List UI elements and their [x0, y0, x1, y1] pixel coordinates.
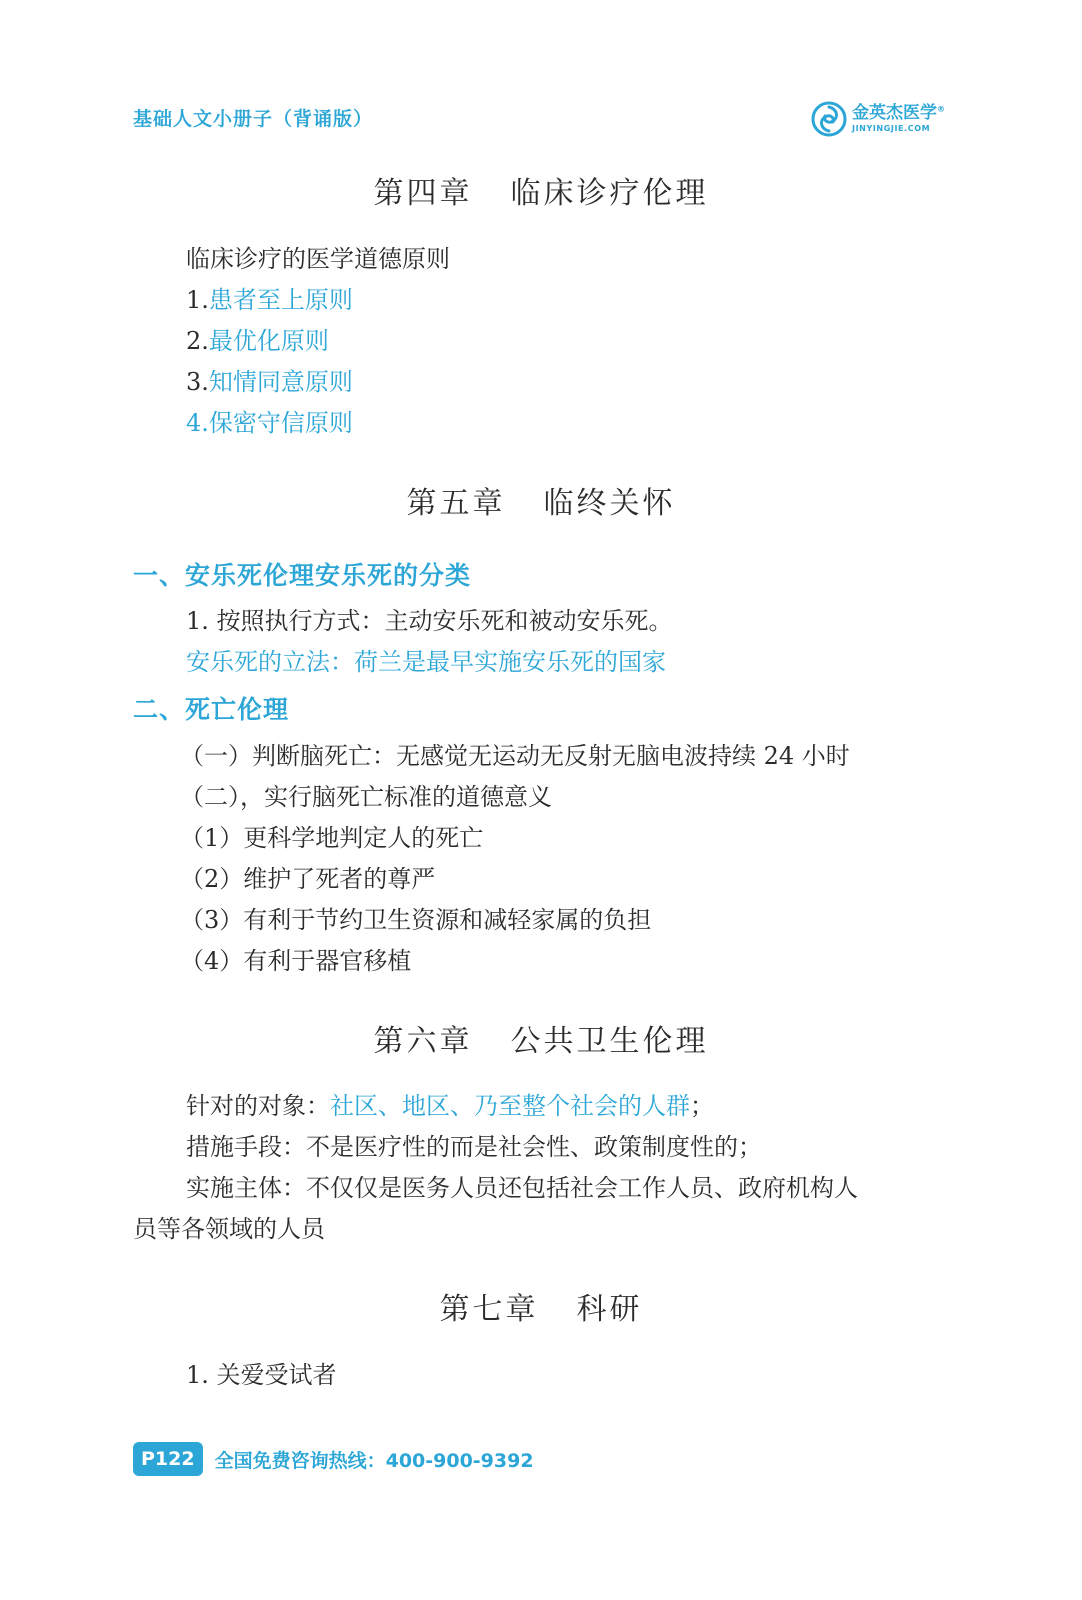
principle-item-3 [186, 366, 353, 398]
death-line-5: （3）有利于节约卫生资源和减轻家属的负担 [180, 906, 652, 934]
principle-item-1 [186, 284, 353, 316]
target-population: 社区、地区、乃至整个社会的人群 [330, 1092, 690, 1120]
death-line-3: （1）更科学地判定人的死亡 [180, 824, 484, 852]
chapter-5-title: 临终关怀 [543, 486, 676, 521]
chapter-7-label: 第七章 [439, 1292, 539, 1327]
chapter-7-heading [0, 1284, 1082, 1328]
euthanasia-classification: 1. 按照执行方式：主动安乐死和被动安乐死。 [186, 607, 673, 635]
public-health-target [186, 1090, 714, 1122]
death-line-6: （4）有利于器官移植 [180, 947, 412, 975]
brand-logo [811, 101, 945, 137]
chapter-4-intro: 临床诊疗的医学道德原则 [186, 245, 450, 273]
principle-num-1: 1. [186, 286, 209, 314]
section-death-ethics: 二、死亡伦理 [133, 695, 290, 724]
target-prefix: 针对的对象： [186, 1092, 330, 1120]
chapter-5-label: 第五章 [406, 486, 506, 521]
principle-text-4: 保密守信原则 [208, 409, 353, 437]
chapter-4-title: 临床诊疗伦理 [510, 176, 709, 211]
chapter-7-title: 科研 [576, 1292, 643, 1327]
principle-text-3: 知情同意原则 [208, 368, 353, 396]
target-suffix: ； [690, 1092, 714, 1120]
chapter-5-heading [0, 478, 1082, 522]
death-line-4: （2）维护了死者的尊严 [180, 865, 436, 893]
page-number-badge: P122 [133, 1442, 203, 1476]
principle-num-2: 2. [186, 327, 209, 355]
chapter-6-title: 公共卫生伦理 [510, 1024, 709, 1059]
public-health-actors-line1: 实施主体：不仅仅是医务人员还包括社会工作人员、政府机构人 [186, 1174, 858, 1202]
research-item-1: 1. 关爱受试者 [186, 1361, 337, 1389]
section-euthanasia: 一、安乐死伦理安乐死的分类 [133, 561, 472, 590]
principle-text-1: 患者至上原则 [208, 286, 353, 314]
public-health-measures: 措施手段：不是医疗性的而是社会性、政策制度性的； [186, 1133, 762, 1161]
chapter-4-heading [0, 168, 1082, 212]
logo-cn-text: 金英杰医学 [852, 103, 937, 123]
principle-text-2: 最优化原则 [208, 327, 329, 355]
logo-swirl-icon [811, 101, 847, 137]
logo-en-text: JINYINGJIE.COM [852, 124, 931, 133]
principle-item-2 [186, 325, 329, 357]
public-health-actors-line2: 员等各领域的人员 [133, 1215, 325, 1243]
principle-item-4 [186, 407, 353, 439]
euthanasia-legislation: 安乐死的立法：荷兰是最早实施安乐死的国家 [186, 648, 666, 676]
hotline-text: 全国免费咨询热线：400-900-9392 [214, 1449, 534, 1472]
death-line-1: （一）判断脑死亡：无感觉无运动无反射无脑电波持续 24 小时 [180, 742, 850, 770]
chapter-4-label: 第四章 [373, 176, 473, 211]
page-footer [133, 1442, 534, 1476]
principle-num-3: 3. [186, 368, 209, 396]
booklet-title: 基础人文小册子（背诵版） [133, 108, 374, 130]
chapter-6-heading [0, 1016, 1082, 1060]
chapter-6-label: 第六章 [373, 1024, 473, 1059]
principle-num-4: 4. [186, 409, 209, 437]
death-line-2: （二），实行脑死亡标准的道德意义 [180, 783, 552, 811]
logo-registered-mark: ® [937, 104, 945, 114]
